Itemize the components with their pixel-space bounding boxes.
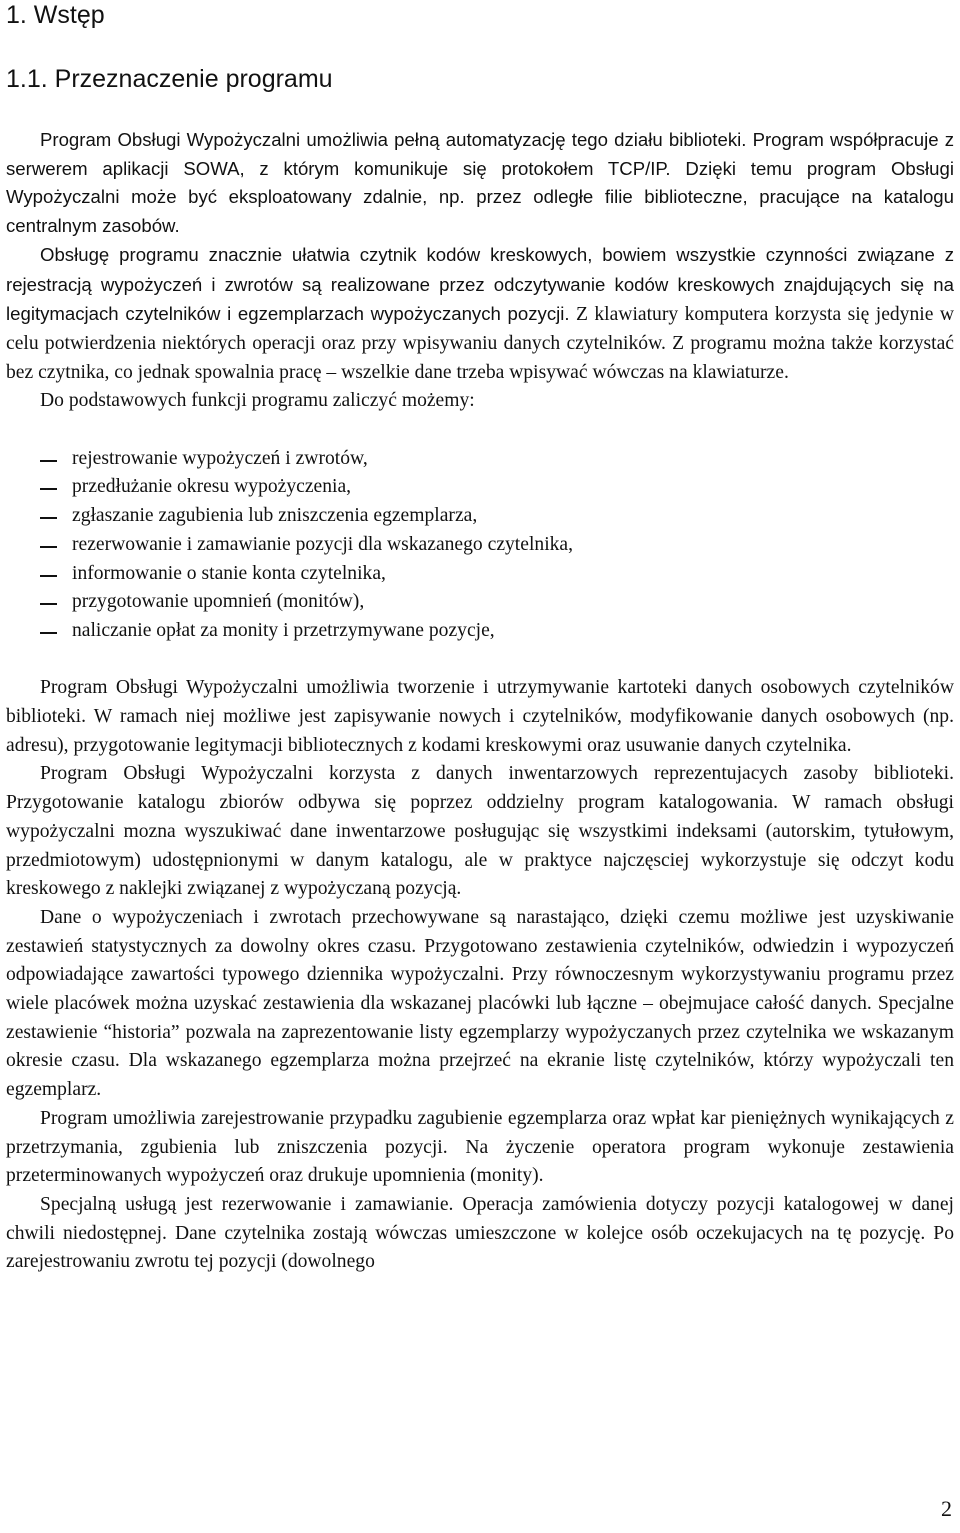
reservations-paragraph: Specjalną usługą jest rezerwowanie i zamawianie. Operacja zamówienia dotyczy pozycji katalogowej w danej chwili niedostępnej. Dane czytelnika zostają wówczas umieszczone w kolejce osób oczekujacych na tę pozycję. Po zarejestrowaniu zwrotu tej pozycji (dowolnego bbox=[6, 1193, 954, 1273]
chapter-heading: 1. Wstęp bbox=[6, 1, 105, 29]
dash-bullet-icon bbox=[40, 603, 57, 605]
section-heading: 1.1. Przeznaczenie programu bbox=[6, 65, 333, 93]
statistics-paragraph: Dane o wypożyczeniach i zwrotach przechowywane są narastająco, dzięki czemu możliwe jest uzyskiwanie zestawień statystycznych za dowolny okres czasu. Przygotowano zestawienia czytelników, odwiedzin i wypozyczeń odpowiadające zawartości typowego dziennika wypożyczalni. Przy równoczesnym wykorzystywaniu programu przez wiele placówek można uzyskać zestawienia dla wskazanej placówki lub łączne – obejmujace całość danych. Specjalne zestawienie “historia” pozwala na zaprezentowanie listy egzemplarzy wypożyczanych przez czytelnika we wskazanym okresie czasu. Dla wskazanego egzemplarza można przejrzeć na ekranie listę czytelników, którzy wypożyczali ten egzemplarz. bbox=[6, 906, 954, 1101]
list-item: przygotowanie upomnień (monitów), bbox=[6, 588, 954, 617]
functions-intro: Do podstawowych funkcji programu zaliczyć możemy: bbox=[40, 390, 475, 412]
inventory-paragraph: Program Obsługi Wypożyczalni korzysta z danych inwentarzowych reprezentujacych zasoby biblioteki. Przygotowanie katalogu zbiorów odbywa się poprzez oddzielny program katalogowania. W ramach obsługi wypożyczalni mozna wyszukiwać dane inwentarzowe posługując się wszystkimi indeksami (autorskim, tytułowym, przedmiotowym) udostępnionymi w danym katalogu, ale w praktyce najczęsciej wykorzystuje się odczyt kodu kreskowego z naklejki związanej z wypożyczaną pozycją. bbox=[6, 763, 954, 900]
dash-bullet-icon bbox=[40, 517, 57, 519]
page-number: 2 bbox=[941, 1496, 952, 1521]
barcode-paragraph-serif: Z klawiatury komputera korzysta się jedynie w celu potwierdzenia niektórych operacji oraz przy wpisywaniu danych czytelników. Z programu można także korzystać bez czytnika, co jednak spowalnia pracę – wszelkie dane trzeba wpisywać wówczas na klawiaturze. bbox=[6, 304, 954, 383]
list-item: zgłaszanie zagubienia lub zniszczenia egzemplarza, bbox=[6, 502, 954, 531]
barcode-paragraph bbox=[6, 241, 954, 388]
list-item: informowanie o stanie konta czytelnika, bbox=[6, 560, 954, 589]
dash-bullet-icon bbox=[40, 575, 57, 577]
dash-bullet-icon bbox=[40, 632, 57, 634]
list-item: rezerwowanie i zamawianie pozycji dla wskazanego czytelnika, bbox=[6, 531, 954, 560]
functions-list bbox=[6, 445, 954, 646]
barcode-paragraph-sans: Obsługę programu znacznie ułatwia czytnik kodów kreskowych, bowiem wszystkie czynności związane z rejestracją wypożyczeń i zwrotów są realizowane przez odczytywanie kodów kreskowych znajdujących się na legitymacjach czytelników i egzemplarzach wypożyczanych pozycji. bbox=[6, 243, 954, 325]
dash-bullet-icon bbox=[40, 460, 57, 462]
dash-bullet-icon bbox=[40, 488, 57, 490]
dash-bullet-icon bbox=[40, 546, 57, 548]
list-item: przedłużanie okresu wypożyczenia, bbox=[6, 473, 954, 502]
fines-paragraph: Program umożliwia zarejestrowanie przypadku zagubienie egzemplarza oraz wpłat kar pieniężnych wynikających z przetrzymania, zgubienia lub zniszczenia pozycji. Na życzenie operatora program wykonuje zestawienia przeterminowanych wypożyczeń oraz drukuje upomnienia (monity). bbox=[6, 1107, 954, 1187]
document-body bbox=[6, 126, 954, 1277]
readers-paragraph: Program Obsługi Wypożyczalni umożliwia tworzenie i utrzymywanie kartoteki danych osobowych czytelników biblioteki. W ramach niej możliwe jest zapisywanie nowych i czytelników, modyfikowanie danych osobowych (np. adresu), przygotowanie legitymacji bibliotecznych z kodami kreskowymi oraz usuwanie danych czytelnika. bbox=[6, 677, 954, 756]
intro-paragraph: Program Obsługi Wypożyczalni umożliwia pełną automatyzację tego działu biblioteki. Program współpracuje z serwerem aplikacji SOWA, z którym komunikuje się protokołem TCP/IP. Dzięki temu program Obsługi Wypożyczalni może być eksploatowany zdalnie, np. przez odległe filie biblioteczne, pracujące na katalogu centralnym zasobów. bbox=[6, 129, 954, 237]
list-item: naliczanie opłat za monity i przetrzymywane pozycje, bbox=[6, 617, 954, 646]
list-item: rejestrowanie wypożyczeń i zwrotów, bbox=[6, 445, 954, 474]
